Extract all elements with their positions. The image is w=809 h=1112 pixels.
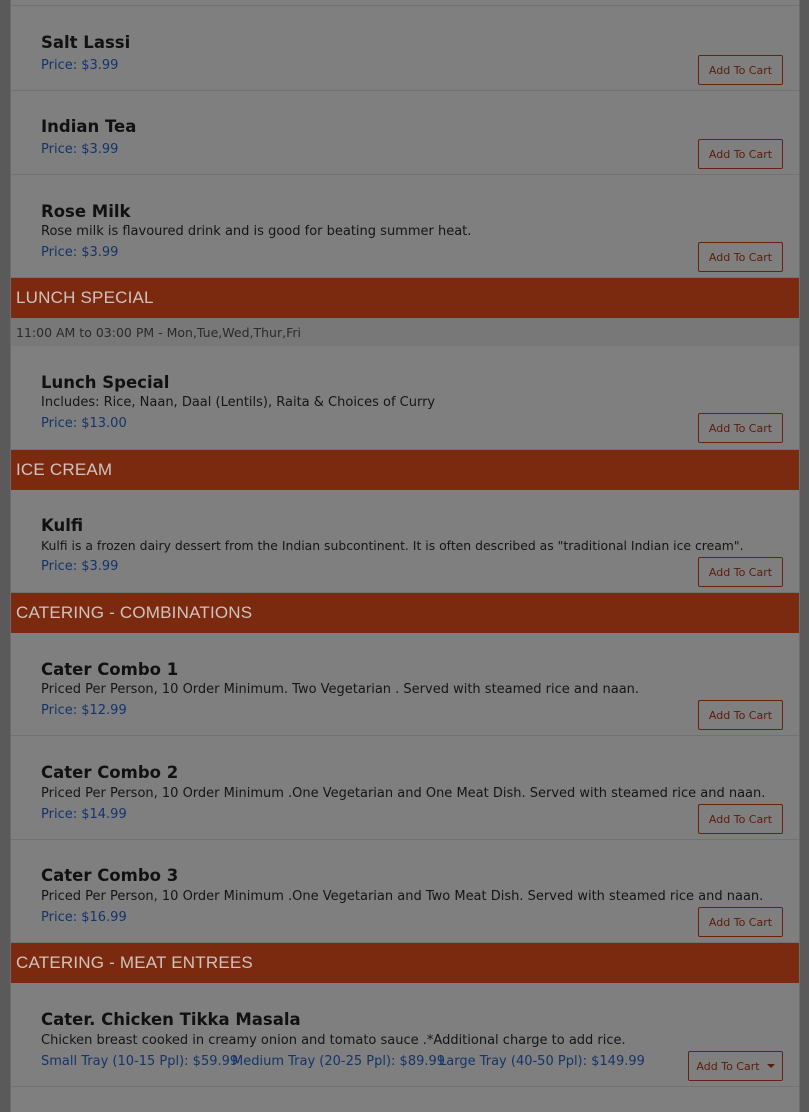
item-name: Kulfi (41, 516, 84, 535)
section-header-catering-combinations (11, 593, 799, 633)
caret-down-icon (767, 1064, 775, 1068)
section-title: LUNCH SPECIAL (16, 288, 154, 307)
add-to-cart-dropdown-button[interactable] (688, 1051, 783, 1081)
menu-item-cater-combo-2 (11, 736, 799, 840)
add-to-cart-button[interactable]: Add To Cart (698, 242, 783, 272)
section-hours (11, 318, 799, 346)
item-name: Lunch Special (41, 373, 170, 392)
item-description: Priced Per Person, 10 Order Minimum .One Vegetarian and Two Meat Dish. Served with steamed rice and naan. (41, 889, 764, 904)
item-name: Indian Tea (41, 117, 137, 136)
menu-item-cutoff (11, 1087, 799, 1112)
item-price: Price: $13.00 (41, 416, 127, 431)
item-price: Price: $12.99 (41, 703, 127, 718)
item-name: Cater Combo 2 (41, 763, 179, 782)
item-price: Price: $3.99 (41, 245, 119, 260)
menu-item-cater-combo-3 (11, 840, 799, 943)
hours-text: 11:00 AM to 03:00 PM - Mon,Tue,Wed,Thur,Fri (16, 325, 301, 340)
menu-item-kulfi (11, 490, 799, 593)
add-to-cart-button[interactable]: Add To Cart (698, 804, 783, 834)
menu-item-rose-milk (11, 175, 799, 278)
menu-item-cater-chicken-tikka-masala (11, 983, 799, 1087)
item-description: Priced Per Person, 10 Order Minimum. Two Vegetarian . Served with steamed rice and naan. (41, 682, 640, 697)
item-description: Includes: Rice, Naan, Daal (Lentils), Raita & Choices of Curry (41, 395, 436, 410)
item-price: Price: $3.99 (41, 142, 119, 157)
menu-item-cater-combo-1 (11, 633, 799, 736)
button-label: Add To Cart (696, 1059, 760, 1073)
item-price: Price: $3.99 (41, 58, 119, 73)
section-title: ICE CREAM (16, 460, 113, 479)
menu-item-lunch-special (11, 346, 799, 450)
tray-price-medium: Medium Tray (20-25 Ppl): $89.99 (232, 1054, 446, 1069)
item-name: Rose Milk (41, 202, 131, 221)
section-header-lunch-special (11, 278, 799, 318)
tray-price-large: Large Tray (40-50 Ppl): $149.99 (439, 1054, 645, 1069)
add-to-cart-button[interactable]: Add To Cart (698, 413, 783, 443)
item-description: Chicken breast cooked in creamy onion and tomato sauce .*Additional charge to add rice. (41, 1033, 626, 1048)
add-to-cart-button[interactable]: Add To Cart (698, 55, 783, 85)
menu-item-indian-tea (11, 91, 799, 175)
add-to-cart-button[interactable]: Add To Cart (698, 907, 783, 937)
item-price: Price: $16.99 (41, 910, 127, 925)
add-to-cart-button[interactable]: Add To Cart (698, 557, 783, 587)
section-title: CATERING - MEAT ENTREES (16, 953, 253, 972)
item-name: Cater Combo 1 (41, 660, 179, 679)
section-header-catering-meat-entrees (11, 943, 799, 983)
item-description: Rose milk is flavoured drink and is good for beating summer heat. (41, 224, 472, 239)
item-description: Priced Per Person, 10 Order Minimum .One Vegetarian and One Meat Dish. Served with steamed rice and naan. (41, 786, 766, 801)
item-price: Price: $14.99 (41, 807, 127, 822)
menu-page (10, 0, 800, 1112)
item-name: Salt Lassi (41, 33, 131, 52)
section-header-ice-cream (11, 450, 799, 490)
tray-price-small: Small Tray (10-15 Ppl): $59.99 (41, 1054, 239, 1069)
item-name: Cater. Chicken Tikka Masala (41, 1010, 301, 1029)
section-title: CATERING - COMBINATIONS (16, 603, 253, 622)
item-price: Price: $3.99 (41, 559, 119, 574)
menu-item-salt-lassi (11, 6, 799, 91)
add-to-cart-button[interactable]: Add To Cart (698, 700, 783, 730)
add-to-cart-button[interactable]: Add To Cart (698, 139, 783, 169)
item-description: Kulfi is a frozen dairy dessert from the Indian subcontinent. It is often described as "traditional Indian ice cream". (41, 538, 744, 553)
item-name: Cater Combo 3 (41, 866, 179, 885)
